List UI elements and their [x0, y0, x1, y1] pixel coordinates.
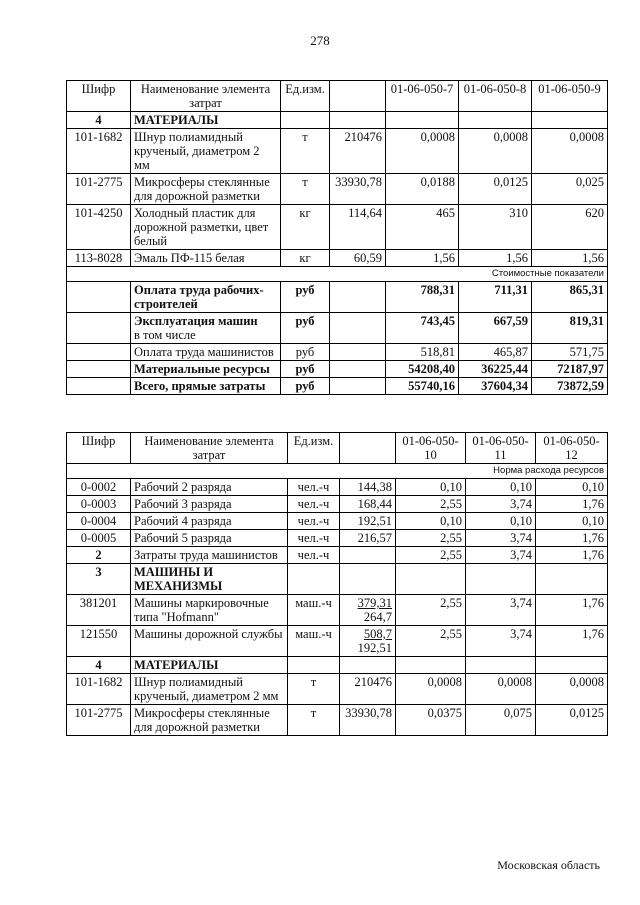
code-cell: 101-1682: [67, 674, 131, 705]
value-cell: 0,0125: [459, 174, 532, 205]
price-cell: 379,31: [357, 596, 392, 610]
unit-cell: т: [281, 129, 330, 174]
header-cell: Ед.изм.: [288, 433, 340, 464]
unit-cell: руб: [281, 361, 330, 378]
value-cell: 72187,97: [532, 361, 608, 378]
value-cell: 1,56: [459, 250, 532, 267]
footer-region: Московская область: [497, 858, 600, 872]
name-cell: Микросферы стеклянные для дорожной разметки: [131, 174, 281, 205]
including-label: в том числе: [134, 328, 196, 342]
code-cell: 0-0005: [67, 530, 131, 547]
value-cell: 819,31: [532, 313, 608, 344]
value-cell: 0,10: [396, 513, 466, 530]
name-cell: Рабочий 3 разряда: [131, 496, 288, 513]
header-cell: Шифр: [67, 81, 131, 112]
code-cell: 101-1682: [67, 129, 131, 174]
table-row: [67, 250, 608, 267]
value-cell: 2,55: [396, 547, 466, 564]
price-cell: 264,7: [363, 610, 392, 624]
value-cell: 0,025: [532, 174, 608, 205]
value-cell: 571,75: [532, 344, 608, 361]
value-cell: 788,31: [386, 282, 459, 313]
unit-cell: руб: [281, 313, 330, 344]
section-number: 4: [67, 657, 131, 674]
value-cell: 0,0375: [396, 705, 466, 736]
price-cell: 216,57: [340, 530, 396, 547]
value-cell: 3,74: [466, 530, 536, 547]
page-number: 278: [310, 33, 330, 48]
section-number: 2: [67, 547, 131, 564]
summary-row-materials: [67, 361, 608, 378]
value-cell: 310: [459, 205, 532, 250]
value-cell: 3,74: [466, 547, 536, 564]
summary-row-drivers: [67, 344, 608, 361]
value-cell: 2,55: [396, 595, 466, 626]
table-row: [67, 129, 608, 174]
value-cell: 1,56: [532, 250, 608, 267]
value-cell: 2,55: [396, 496, 466, 513]
name-cell: Затраты труда машинистов: [131, 547, 288, 564]
value-cell: 667,59: [459, 313, 532, 344]
code-cell: 101-2775: [67, 174, 131, 205]
header-cell: 01-06-050-7: [386, 81, 459, 112]
code-cell: 381201: [67, 595, 131, 626]
section-number: 3: [67, 564, 131, 595]
header-cell: 01-06-050-10: [396, 433, 466, 464]
header-cell: 01-06-050-11: [466, 433, 536, 464]
unit-cell: маш.-ч: [288, 626, 340, 657]
price-cell: 114,64: [330, 205, 386, 250]
table-row: [67, 595, 608, 626]
price-cell: 33930,78: [340, 705, 396, 736]
name-cell: Шнур полиамидный крученый, диаметром 2 мм: [131, 674, 288, 705]
value-cell: 0,10: [466, 479, 536, 496]
value-cell: 36225,44: [459, 361, 532, 378]
name-cell: Эмаль ПФ-115 белая: [131, 250, 281, 267]
section-number: 4: [67, 112, 131, 129]
unit-cell: т: [288, 705, 340, 736]
value-cell: 1,76: [536, 496, 608, 513]
summary-row-machines: [67, 313, 608, 344]
value-cell: 0,10: [396, 479, 466, 496]
unit-cell: кг: [281, 250, 330, 267]
section-row: [67, 112, 608, 129]
name-cell: Машины маркировочные типа "Hofmann": [131, 595, 288, 626]
value-cell: 37604,34: [459, 378, 532, 395]
resource-table-2: [66, 432, 608, 736]
price-cell: 192,51: [340, 513, 396, 530]
name-cell: Шнур полиамидный крученый, диаметром 2 мм: [131, 129, 281, 174]
unit-cell: чел.-ч: [288, 530, 340, 547]
table-header-row: [67, 81, 608, 112]
table-row: [67, 205, 608, 250]
norm-note: Норма расхода ресурсов: [67, 464, 608, 479]
name-cell: Микросферы стеклянные для дорожной разметки: [131, 705, 288, 736]
table-row: [67, 174, 608, 205]
value-cell: 0,0125: [536, 705, 608, 736]
value-cell: 0,0008: [536, 674, 608, 705]
value-cell: 518,81: [386, 344, 459, 361]
unit-cell: т: [281, 174, 330, 205]
unit-cell: кг: [281, 205, 330, 250]
value-cell: 2,55: [396, 530, 466, 547]
table-row: [67, 530, 608, 547]
note-row: [67, 267, 608, 282]
summary-label: Эксплуатация машин: [134, 314, 258, 328]
summary-row-labor: [67, 282, 608, 313]
section-row: [67, 657, 608, 674]
summary-label: Оплата труда машинистов: [131, 344, 281, 361]
header-cell: [340, 433, 396, 464]
value-cell: 0,0008: [459, 129, 532, 174]
summary-label: Материальные ресурсы: [131, 361, 281, 378]
value-cell: 0,0008: [532, 129, 608, 174]
header-cell: 01-06-050-8: [459, 81, 532, 112]
table-header-row: [67, 433, 608, 464]
code-cell: 0-0002: [67, 479, 131, 496]
value-cell: 620: [532, 205, 608, 250]
price-cell: 144,38: [340, 479, 396, 496]
value-cell: 1,76: [536, 626, 608, 657]
price-cell: 33930,78: [330, 174, 386, 205]
value-cell: 54208,40: [386, 361, 459, 378]
name-cell: Рабочий 5 разряда: [131, 530, 288, 547]
value-cell: 1,76: [536, 595, 608, 626]
header-cell: 01-06-050-9: [532, 81, 608, 112]
price-cell: 210476: [340, 674, 396, 705]
value-cell: 1,76: [536, 530, 608, 547]
code-cell: 121550: [67, 626, 131, 657]
price-cell: [340, 547, 396, 564]
code-cell: 113-8028: [67, 250, 131, 267]
table-row: [67, 547, 608, 564]
value-cell: 3,74: [466, 626, 536, 657]
unit-cell: чел.-ч: [288, 547, 340, 564]
value-cell: 1,76: [536, 547, 608, 564]
header-cell: [330, 81, 386, 112]
unit-cell: т: [288, 674, 340, 705]
price-cell: 192,51: [357, 641, 392, 655]
value-cell: 73872,59: [532, 378, 608, 395]
header-cell: Наименование элемента затрат: [131, 81, 281, 112]
value-cell: 711,31: [459, 282, 532, 313]
value-cell: 743,45: [386, 313, 459, 344]
unit-cell: чел.-ч: [288, 513, 340, 530]
value-cell: 0,10: [536, 513, 608, 530]
value-cell: 0,10: [536, 479, 608, 496]
value-cell: 865,31: [532, 282, 608, 313]
value-cell: 465: [386, 205, 459, 250]
value-cell: 465,87: [459, 344, 532, 361]
value-cell: 0,0188: [386, 174, 459, 205]
section-title: МАТЕРИАЛЫ: [131, 112, 281, 129]
unit-cell: руб: [281, 344, 330, 361]
value-cell: 0,075: [466, 705, 536, 736]
value-cell: 0,10: [466, 513, 536, 530]
name-cell: Рабочий 4 разряда: [131, 513, 288, 530]
summary-row-total: [67, 378, 608, 395]
unit-cell: маш.-ч: [288, 595, 340, 626]
code-cell: 101-2775: [67, 705, 131, 736]
value-cell: 3,74: [466, 595, 536, 626]
value-cell: 2,55: [396, 626, 466, 657]
value-cell: 0,0008: [396, 674, 466, 705]
value-cell: 3,74: [466, 496, 536, 513]
value-cell: 55740,16: [386, 378, 459, 395]
price-cell: 210476: [330, 129, 386, 174]
note-row: [67, 464, 608, 479]
price-cell: 508,7: [363, 627, 392, 641]
table-row: [67, 705, 608, 736]
value-cell: 0,0008: [386, 129, 459, 174]
summary-label: Оплата труда рабочих-строителей: [131, 282, 281, 313]
table-row: [67, 513, 608, 530]
header-cell: Наименование элемента затрат: [131, 433, 288, 464]
name-cell: Холодный пластик для дорожной разметки, цвет белый: [131, 205, 281, 250]
name-cell: Рабочий 2 разряда: [131, 479, 288, 496]
table-row: [67, 496, 608, 513]
resource-table-1: [66, 80, 608, 395]
table-row: [67, 674, 608, 705]
price-cell: 60,59: [330, 250, 386, 267]
unit-cell: руб: [281, 282, 330, 313]
summary-label: Всего, прямые затраты: [131, 378, 281, 395]
name-cell: Машины дорожной службы: [131, 626, 288, 657]
section-title: МАТЕРИАЛЫ: [131, 657, 288, 674]
table-row: [67, 626, 608, 657]
header-cell: Шифр: [67, 433, 131, 464]
value-cell: 1,56: [386, 250, 459, 267]
unit-cell: чел.-ч: [288, 496, 340, 513]
code-cell: 101-4250: [67, 205, 131, 250]
header-cell: 01-06-050-12: [536, 433, 608, 464]
cost-note: Стоимостные показатели: [67, 267, 608, 282]
section-title: МАШИНЫ И МЕХАНИЗМЫ: [131, 564, 288, 595]
code-cell: 0-0004: [67, 513, 131, 530]
price-cell: 168,44: [340, 496, 396, 513]
table-row: [67, 479, 608, 496]
unit-cell: руб: [281, 378, 330, 395]
section-row: [67, 564, 608, 595]
value-cell: 0,0008: [466, 674, 536, 705]
unit-cell: чел.-ч: [288, 479, 340, 496]
code-cell: 0-0003: [67, 496, 131, 513]
header-cell: Ед.изм.: [281, 81, 330, 112]
